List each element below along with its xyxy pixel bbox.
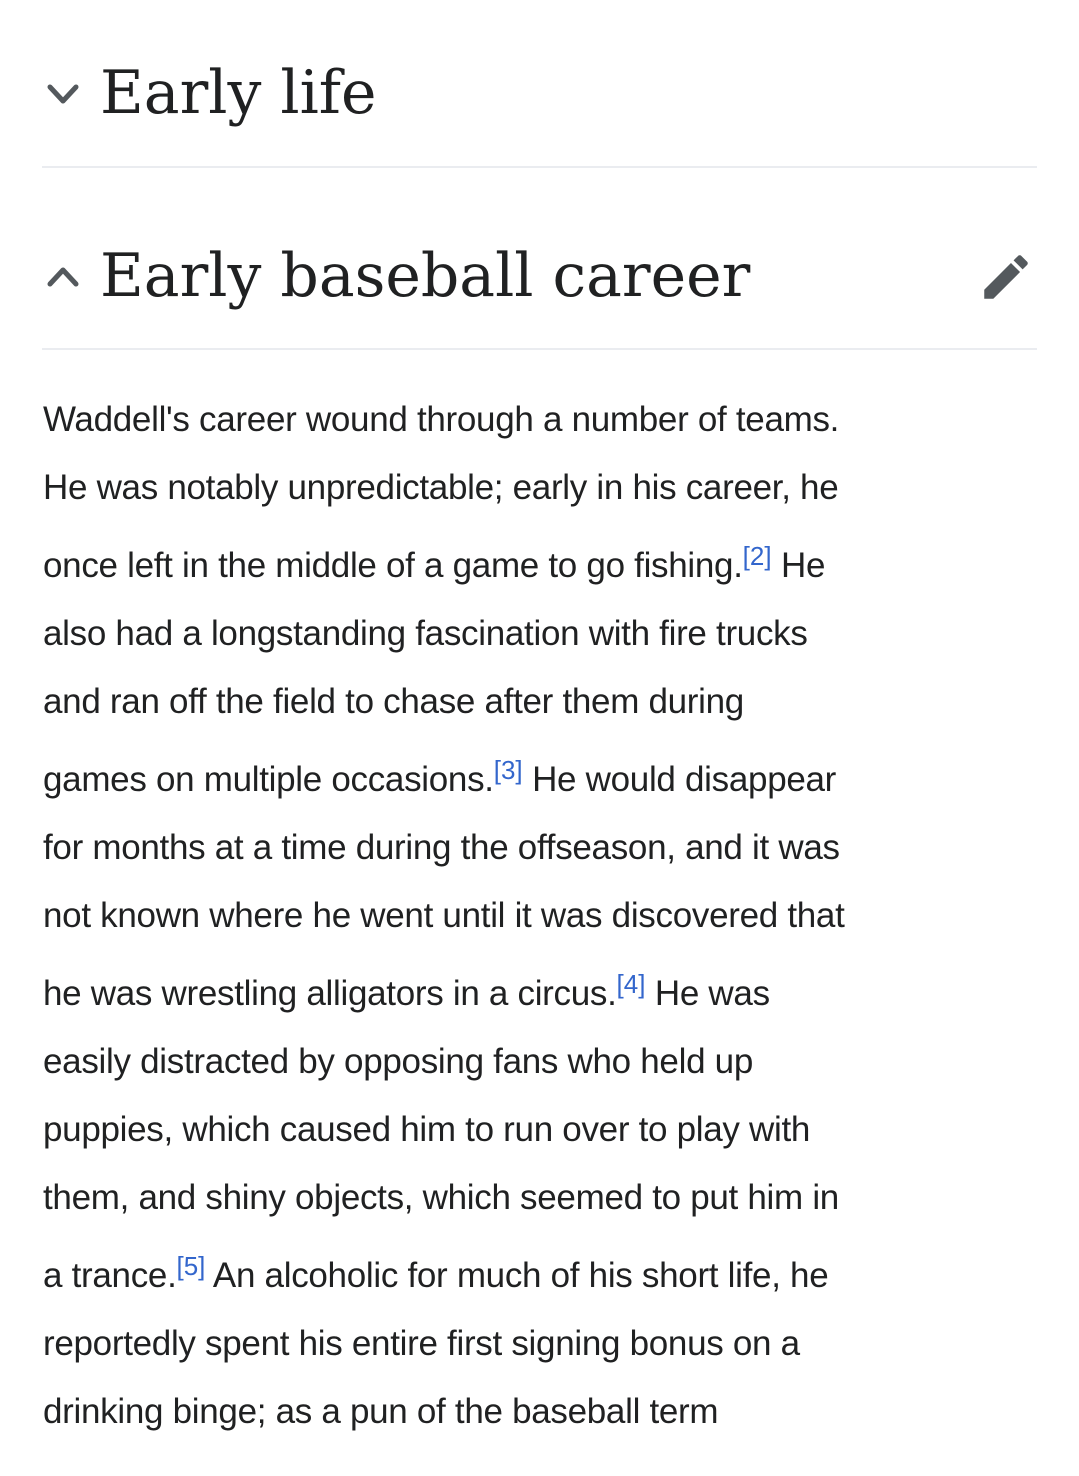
- section-divider: [42, 166, 1037, 168]
- section-header-early-baseball-career[interactable]: [0, 239, 1079, 314]
- text-segment: he was wrestling alligators in a circus.: [43, 974, 617, 1013]
- text-segment: He was: [645, 974, 770, 1013]
- text-line: [43, 1232, 1035, 1310]
- citation-link[interactable]: [4]: [616, 969, 646, 999]
- text-segment: drinking binge; as a pun of the baseball term: [43, 1392, 719, 1431]
- citation-link[interactable]: [2]: [742, 541, 772, 571]
- section-header-early-life[interactable]: [0, 56, 1079, 131]
- edit-section-button[interactable]: [977, 248, 1035, 306]
- text-segment: games on multiple occasions.: [43, 760, 494, 799]
- text-line: [43, 950, 1035, 1028]
- text-segment: once left in the middle of a game to go fishing.: [43, 546, 743, 585]
- text-line: [43, 1096, 1035, 1164]
- chevron-down-icon: [45, 81, 81, 107]
- chevron-up-icon: [45, 264, 81, 290]
- article-paragraph: [0, 386, 1079, 1446]
- section-title-early-baseball-career: Early baseball career: [100, 241, 751, 311]
- text-line: [43, 668, 1035, 736]
- text-segment: Waddell's career wound through a number of teams.: [43, 400, 840, 439]
- pencil-icon: [977, 248, 1035, 306]
- text-segment: also had a longstanding fascination with fire trucks: [43, 614, 808, 653]
- text-segment: puppies, which caused him to run over to play with: [43, 1110, 811, 1149]
- text-segment: He was notably unpredictable; early in his career, he: [43, 468, 839, 507]
- text-segment: He would disappear: [522, 760, 837, 799]
- text-segment: An alcoholic for much of his short life, he: [205, 1256, 829, 1295]
- article-page: [0, 56, 1079, 1446]
- citation-link[interactable]: [5]: [176, 1251, 206, 1281]
- text-line: [43, 522, 1035, 600]
- text-segment: reportedly spent his entire first signing bonus on a: [43, 1324, 800, 1363]
- text-line: [43, 814, 1035, 882]
- text-line: [43, 882, 1035, 950]
- text-segment: a trance.: [43, 1256, 177, 1295]
- text-segment: and ran off the field to chase after them during: [43, 682, 744, 721]
- text-segment: not known where he went until it was discovered that: [43, 896, 845, 935]
- text-line: [43, 454, 1035, 522]
- text-line: [43, 1378, 1035, 1446]
- text-line: [43, 600, 1035, 668]
- section-title-early-life: Early life: [100, 58, 377, 128]
- text-segment: easily distracted by opposing fans who held up: [43, 1042, 753, 1081]
- text-segment: He: [771, 546, 826, 585]
- text-segment: them, and shiny objects, which seemed to put him in: [43, 1178, 839, 1217]
- text-line: [43, 736, 1035, 814]
- text-line: [43, 386, 1035, 454]
- text-line: [43, 1028, 1035, 1096]
- text-segment: for months at a time during the offseason, and it was: [43, 828, 840, 867]
- citation-link[interactable]: [3]: [493, 755, 523, 785]
- section-divider: [42, 348, 1037, 350]
- text-line: [43, 1310, 1035, 1378]
- text-line: [43, 1164, 1035, 1232]
